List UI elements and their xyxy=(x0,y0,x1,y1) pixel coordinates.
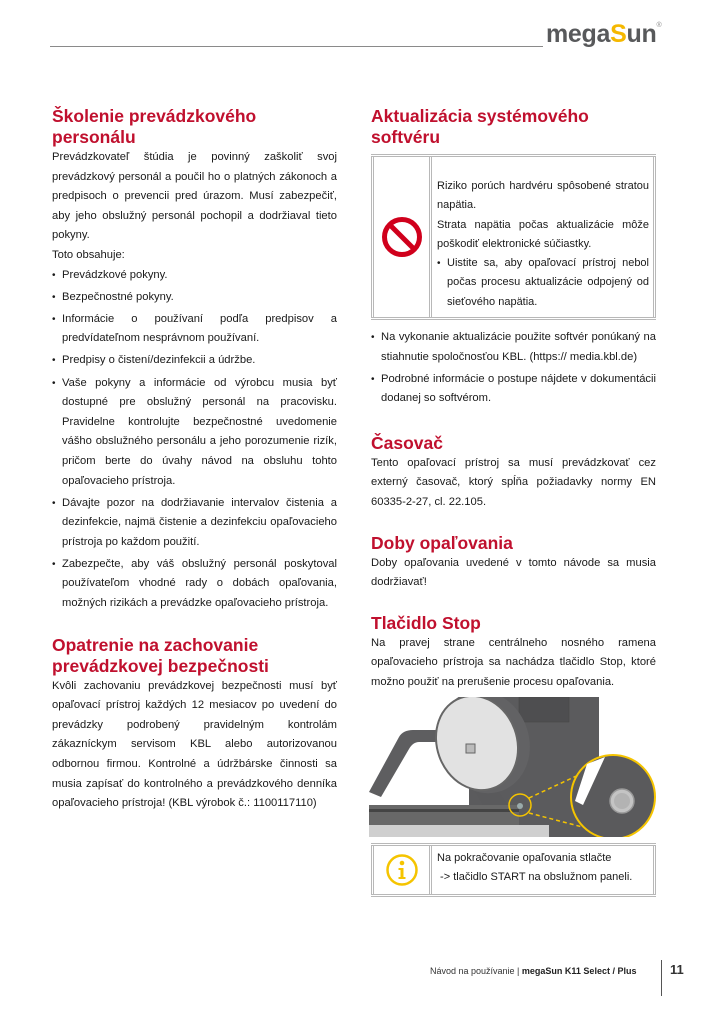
notice-text-cell xyxy=(432,846,656,894)
training-section xyxy=(52,106,337,614)
list-item: • Bezpečnostné pokyny. xyxy=(52,288,337,308)
contains-label: Toto obsahuje: xyxy=(52,248,125,261)
warning-notice xyxy=(371,154,656,320)
header-rule xyxy=(50,46,543,47)
logo-highlight: S xyxy=(610,20,627,48)
left-column xyxy=(52,106,337,836)
stop-button-section xyxy=(371,613,656,897)
timer-body: Tento opaľovací prístroj sa musí prevádzkovať cez externý časovač, ktorý spĺňa požiadavky normy EN 60335-2-27, cl. 22.105. xyxy=(371,456,656,509)
right-column xyxy=(371,106,656,919)
timer-heading: Časovač xyxy=(371,432,443,453)
footer-label xyxy=(430,966,636,976)
warning-line1: Riziko porúch hardvéru spôsobené stratou napätia. xyxy=(437,180,649,212)
list-item: • Na vykonanie aktualizácie použite softvér ponúkaný na stiahnutie spoločnosťou KBL. (https:// media.kbl.de) xyxy=(371,328,656,367)
logo-suffix: un xyxy=(626,20,657,48)
training-heading: Školenie prevádzkového personálu xyxy=(52,106,257,147)
update-heading: Aktualizácia systémového softvéru xyxy=(371,106,589,147)
prohibition-icon xyxy=(381,216,423,258)
tanning-times-heading: Doby opaľovania xyxy=(371,532,513,553)
update-list xyxy=(371,328,656,409)
safety-section xyxy=(52,635,337,814)
training-list xyxy=(52,266,337,614)
safety-body: Kvôli zachovaniu prevádzkovej bezpečnosti musí byť opaľovací prístroj každých 12 mesiacov po uvedení do prevádzky podrobený pravidelným kontrolám zákazníckym servisom KBL alebo autorizovanou odbornou firmou. Kontrolné a údržbárske činnosti sa musia zapísať do kontrolného a prevádzkového denníka opaľovacieho prístroja! (KBL výrobok č.: 1100117110) xyxy=(52,679,337,810)
update-section xyxy=(371,106,656,409)
info-line1: Na pokračovanie opaľovania stlačte xyxy=(437,851,612,864)
tanning-times-section xyxy=(371,533,656,593)
footer-product: megaSun K11 Select / Plus xyxy=(521,966,637,976)
info-line2: -> tlačidlo START na obslužnom paneli. xyxy=(437,870,633,883)
timer-section xyxy=(371,433,656,513)
megasun-logo xyxy=(546,20,661,49)
list-item: • Uistite sa, aby opaľovací prístroj nebol počas procesu aktualizácie odpojený od sieťového napätia. xyxy=(437,254,649,312)
page-number: 11 xyxy=(670,962,684,977)
info-notice xyxy=(371,843,656,897)
list-item: • Informácie o používaní podľa predpisov a predvídateľnom nesprávnom používaní. xyxy=(52,310,337,349)
list-item: • Dávajte pozor na dodržiavanie intervalov čistenia a dezinfekcie, najmä čistenie a dezinfekciu opaľovacieho prístroja po každom použití. xyxy=(52,494,337,553)
warning-list xyxy=(437,254,649,312)
stop-button-location-illustration xyxy=(369,697,661,837)
list-item: • Podrobné informácie o postupe nájdete v dokumentácii dodanej so softvérom. xyxy=(371,370,656,409)
notice-icon-cell xyxy=(371,157,432,317)
tanning-times-body: Doby opaľovania uvedené v tomto návode sa musia dodržiavať! xyxy=(371,556,656,589)
list-item: • Predpisy o čistení/dezinfekcii a údržbe. xyxy=(52,351,337,371)
info-icon xyxy=(385,853,419,887)
list-item: • Zabezpečte, aby váš obslužný personál poskytoval používateľom vhodné rady o dobách opaľovania, možných rizikách a prevádzke opaľovacieho prístroja. xyxy=(52,555,337,614)
footer-divider xyxy=(661,960,662,996)
stop-button-body: Na pravej strane centrálneho nosného ramena opaľovacieho prístroja sa nachádza tlačidlo Stop, ktoré možno použiť na prerušenie procesu opaľovania. xyxy=(371,636,656,689)
warning-line2: Strata napätia počas aktualizácie môže poškodiť elektronické súčiastky. xyxy=(437,218,649,250)
notice-icon-cell xyxy=(371,846,432,894)
list-item: • Vaše pokyny a informácie od výrobcu musia byť dostupné pre obslužný personál na pracovisku. Pravidelne kontrolujte bezpečnostné uvedomenie vášho obslužného personálu a jeho porozumenie rizík, pričom berte do úvahy návod na obsluhu tohto opaľovacieho prístroja. xyxy=(52,374,337,492)
registered-mark: ® xyxy=(656,22,662,29)
list-item: • Prevádzkové pokyny. xyxy=(52,266,337,286)
stop-button-heading: Tlačidlo Stop xyxy=(371,612,481,633)
footer-doc-label: Návod na používanie | xyxy=(430,966,522,976)
training-intro: Prevádzkovateľ štúdia je povinný zaškoliť svoj prevádzkový personál a poučil ho o platných zákonoch a predpisoch o prevencii pred úrazom. Musí zabezpečiť, aby jeho obslužný personál pochopil a dodržiaval tieto pokyny. xyxy=(52,151,337,242)
safety-heading: Opatrenie na zachovanie prevádzkovej bezpečnosti xyxy=(52,634,269,676)
notice-text-cell xyxy=(432,157,656,317)
logo-prefix: mega xyxy=(546,20,611,48)
